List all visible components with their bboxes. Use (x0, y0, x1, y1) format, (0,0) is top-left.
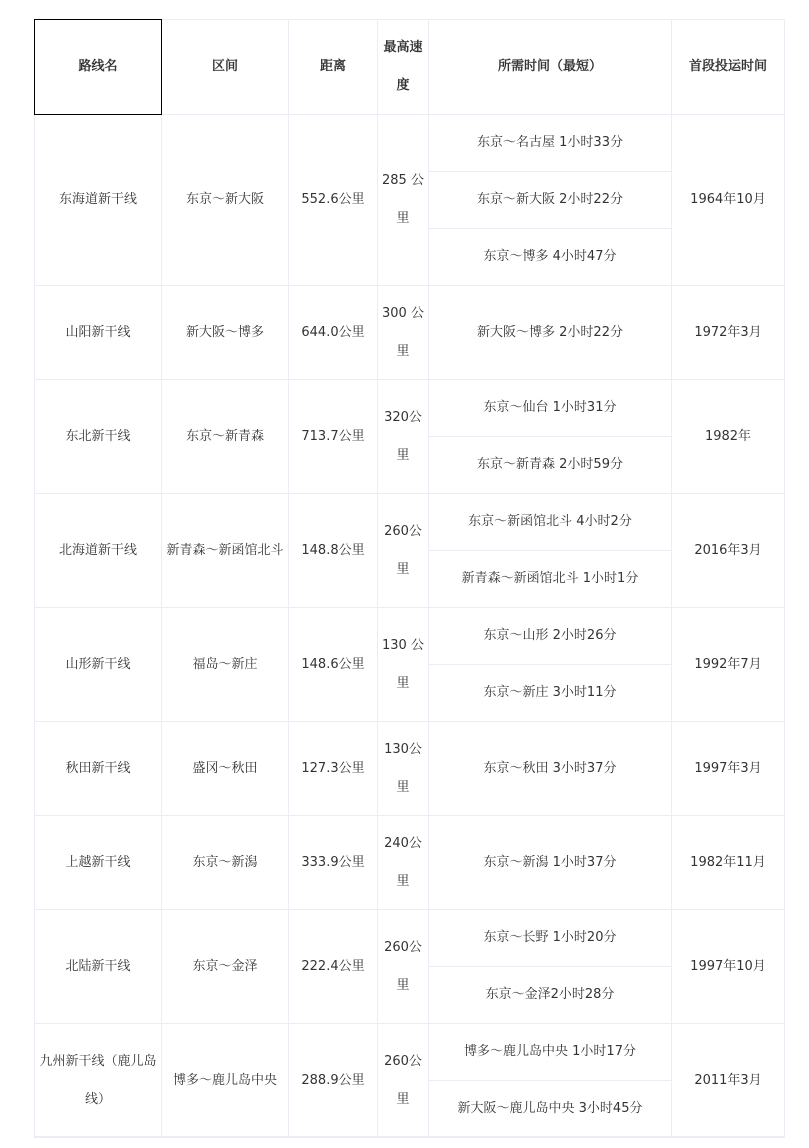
travel-time-cell: 东京～新青森 2小时59分 (429, 437, 672, 494)
section-cell: 东京～新大阪 (162, 115, 289, 286)
distance-cell: 333.9公里 (289, 816, 378, 910)
travel-time-cell: 东京～新大阪 2小时22分 (429, 172, 672, 229)
table-row (35, 1024, 785, 1081)
route-name-cell: 秋田新干线 (35, 722, 162, 816)
table-row (35, 494, 785, 551)
header-travel-time: 所需时间（最短） (429, 20, 672, 115)
section-cell: 东京～新青森 (162, 380, 289, 494)
travel-time-cell: 东京～新潟 1小时37分 (429, 816, 672, 910)
route-name-cell: 东海道新干线 (35, 115, 162, 286)
header-max-speed: 最高速度 (378, 20, 429, 115)
shinkansen-table (34, 19, 785, 1138)
start-date-cell: 1972年3月 (672, 286, 785, 380)
section-cell: 东京～新潟 (162, 816, 289, 910)
header-row (35, 20, 785, 115)
travel-time-cell: 东京～仙台 1小时31分 (429, 380, 672, 437)
table-row (35, 722, 785, 816)
table-row (35, 608, 785, 665)
header-start-date: 首段投运时间 (672, 20, 785, 115)
table-row (35, 910, 785, 967)
travel-time-cell: 新青森～新函馆北斗 1小时1分 (429, 551, 672, 608)
travel-time-cell: 东京～新庄 3小时11分 (429, 665, 672, 722)
table-bottom-divider (34, 1136, 784, 1137)
route-name-cell: 山形新干线 (35, 608, 162, 722)
max-speed-cell: 260公里 (378, 1024, 429, 1138)
max-speed-cell: 300 公里 (378, 286, 429, 380)
distance-cell: 552.6公里 (289, 115, 378, 286)
section-cell: 新青森～新函馆北斗 (162, 494, 289, 608)
route-name-cell: 东北新干线 (35, 380, 162, 494)
max-speed-cell: 260公里 (378, 910, 429, 1024)
travel-time-cell: 东京～金泽2小时28分 (429, 967, 672, 1024)
max-speed-cell: 260公里 (378, 494, 429, 608)
distance-cell: 127.3公里 (289, 722, 378, 816)
table-row (35, 816, 785, 910)
start-date-cell: 2016年3月 (672, 494, 785, 608)
section-cell: 盛冈～秋田 (162, 722, 289, 816)
section-cell: 新大阪～博多 (162, 286, 289, 380)
travel-time-cell: 新大阪～鹿儿岛中央 3小时45分 (429, 1081, 672, 1138)
route-name-cell: 山阳新干线 (35, 286, 162, 380)
route-name-cell: 上越新干线 (35, 816, 162, 910)
table-row (35, 115, 785, 172)
section-cell: 东京～金泽 (162, 910, 289, 1024)
route-name-cell: 九州新干线（鹿儿岛线） (35, 1024, 162, 1138)
start-date-cell: 1982年 (672, 380, 785, 494)
header-route-name: 路线名 (35, 20, 162, 115)
travel-time-cell: 东京～新函馆北斗 4小时2分 (429, 494, 672, 551)
section-cell: 福岛～新庄 (162, 608, 289, 722)
distance-cell: 644.0公里 (289, 286, 378, 380)
start-date-cell: 1992年7月 (672, 608, 785, 722)
distance-cell: 222.4公里 (289, 910, 378, 1024)
start-date-cell: 2011年3月 (672, 1024, 785, 1138)
route-name-cell: 北海道新干线 (35, 494, 162, 608)
max-speed-cell: 130 公里 (378, 608, 429, 722)
max-speed-cell: 320公里 (378, 380, 429, 494)
distance-cell: 148.6公里 (289, 608, 378, 722)
start-date-cell: 1964年10月 (672, 115, 785, 286)
travel-time-cell: 东京～山形 2小时26分 (429, 608, 672, 665)
distance-cell: 148.8公里 (289, 494, 378, 608)
travel-time-cell: 东京～名古屋 1小时33分 (429, 115, 672, 172)
max-speed-cell: 285 公里 (378, 115, 429, 286)
travel-time-cell: 东京～秋田 3小时37分 (429, 722, 672, 816)
table-row (35, 380, 785, 437)
header-section: 区间 (162, 20, 289, 115)
route-name-cell: 北陆新干线 (35, 910, 162, 1024)
travel-time-cell: 东京～长野 1小时20分 (429, 910, 672, 967)
travel-time-cell: 博多～鹿儿岛中央 1小时17分 (429, 1024, 672, 1081)
start-date-cell: 1997年3月 (672, 722, 785, 816)
header-distance: 距离 (289, 20, 378, 115)
travel-time-cell: 新大阪～博多 2小时22分 (429, 286, 672, 380)
distance-cell: 713.7公里 (289, 380, 378, 494)
section-cell: 博多～鹿儿岛中央 (162, 1024, 289, 1138)
start-date-cell: 1997年10月 (672, 910, 785, 1024)
start-date-cell: 1982年11月 (672, 816, 785, 910)
table-row (35, 286, 785, 380)
distance-cell: 288.9公里 (289, 1024, 378, 1138)
max-speed-cell: 240公里 (378, 816, 429, 910)
max-speed-cell: 130公里 (378, 722, 429, 816)
travel-time-cell: 东京～博多 4小时47分 (429, 229, 672, 286)
